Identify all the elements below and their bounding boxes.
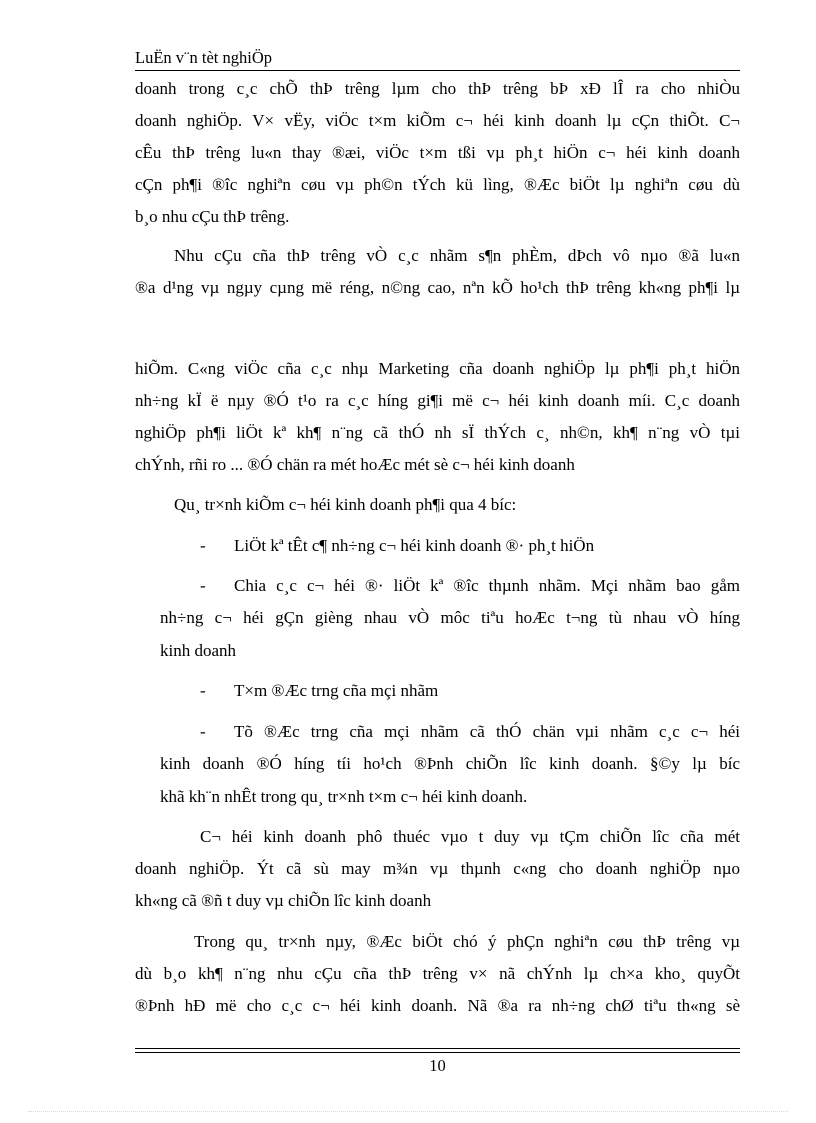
body-line: dù b¸o kh¶ n¨ng nhu cÇu cña thÞ trêng v× nã chÝnh lµ ch×a kho¸ quyÕt (135, 964, 740, 983)
body-line: nh÷ng kÏ ë nµy ®Ó t¹o ra c¸c híng gi¶i më c¬ héi kinh doanh míi. C¸c doanh (135, 391, 740, 410)
body-line: doanh nghiÖp. V× vËy, viÖc t×m kiÕm c¬ héi kinh doanh lµ cÇn thiÕt. C¬ (135, 111, 740, 130)
page-number: 10 (429, 1056, 446, 1075)
list-item-text: LiÖt kª tÊt c¶ nh÷ng c¬ héi kinh doanh ®· ph¸t hiÖn (234, 536, 595, 555)
list-item-text: T×m ®Æc trng cña mçi nhãm (234, 681, 439, 700)
list-item-text: Chia c¸c c¬ héi ®· liÖt kª ®îc thµnh nhãm. Mçi nhãm bao gåm (234, 576, 740, 595)
body-line: C¬ héi kinh doanh phô thuéc vµo t duy vµ tÇm chiÕn lîc cña mét (200, 827, 740, 846)
list-dash: - (200, 576, 206, 595)
list-item-text: kinh doanh (160, 641, 237, 660)
list-item-text: khã kh¨n nhÊt trong qu¸ tr×nh t×m c¬ héi kinh doanh. (160, 787, 528, 806)
footer-rule (135, 1048, 740, 1049)
page-edge (28, 1111, 788, 1112)
body-line: ®Þnh hÐ më cho c¸c c¬ héi kinh doanh. Nã ®a ra nh÷ng chØ tiªu th«ng sè (135, 996, 740, 1015)
body-line: chÝnh, rñi ro ... ®Ó chän ra mét hoÆc mét sè c¬ héi kinh doanh (135, 455, 575, 474)
body-line: ®a d¹ng vµ ngµy cµng më réng, n©ng cao, nªn kÕ ho¹ch thÞ trêng kh«ng ph¶i lµ (135, 278, 740, 297)
body-line: cÊu thÞ trêng lu«n thay ®æi, viÖc t×m tßi vµ ph¸t hiÖn c¬ héi kinh doanh (135, 143, 740, 162)
body-line: kh«ng cã ®ñ t duy vµ chiÕn lîc kinh doanh (135, 891, 432, 910)
body-line: doanh trong c¸c chÕ thÞ trêng lµm cho thÞ trêng bÞ xÐ lÎ ra cho nhiÒu (135, 79, 740, 98)
list-item-text: kinh doanh ®Ó híng tíi ho¹ch ®Þnh chiÕn lîc kinh doanh. §©y lµ bíc (160, 754, 740, 773)
steps-intro: Qu¸ tr×nh kiÕm c¬ héi kinh doanh ph¶i qua 4 bíc: (174, 495, 517, 514)
list-dash: - (200, 722, 206, 741)
body-line: doanh nghiÖp. Ýt cã sù may m¾n vµ thµnh c«ng cho doanh nghiÖp nµo (135, 859, 740, 878)
list-item-text: nh÷ng c¬ héi gÇn gièng nhau vÒ môc tiªu hoÆc t¬ng tù nhau vÒ híng (160, 608, 740, 627)
list-item-text: Tõ ®Æc trng cña mçi nhãm cã thÓ chän vµi nhãm c¸c c¬ héi (234, 722, 740, 741)
footer-rule (135, 1052, 740, 1053)
body-line: Nhu cÇu cña thÞ trêng vÒ c¸c nhãm s¶n phÈm, dÞch vô nµo ®ã lu«n (174, 246, 740, 265)
running-header: LuËn v¨n tèt nghiÖp (135, 48, 273, 67)
body-line: b¸o nhu cÇu thÞ trêng. (135, 207, 290, 226)
header-rule (135, 70, 740, 71)
list-dash: - (200, 681, 206, 700)
body-line: nghiÖp ph¶i liÖt kª kh¶ n¨ng cã thÓ nh sÏ thÝch c¸ nh©n, kh¶ n¨ng vÒ tµi (135, 423, 740, 442)
body-line: hiÕm. C«ng viÖc cña c¸c nhµ Marketing cña doanh nghiÖp lµ ph¶i ph¸t hiÖn (135, 359, 740, 378)
list-dash: - (200, 536, 206, 555)
body-line: cÇn ph¶i ®îc nghiªn cøu vµ ph©n tÝch kü lìng, ®Æc biÖt lµ nghiªn cøu dù (135, 175, 740, 194)
body-line: Trong qu¸ tr×nh nµy, ®Æc biÖt chó ý phÇn nghiªn cøu thÞ trêng vµ (194, 932, 740, 951)
